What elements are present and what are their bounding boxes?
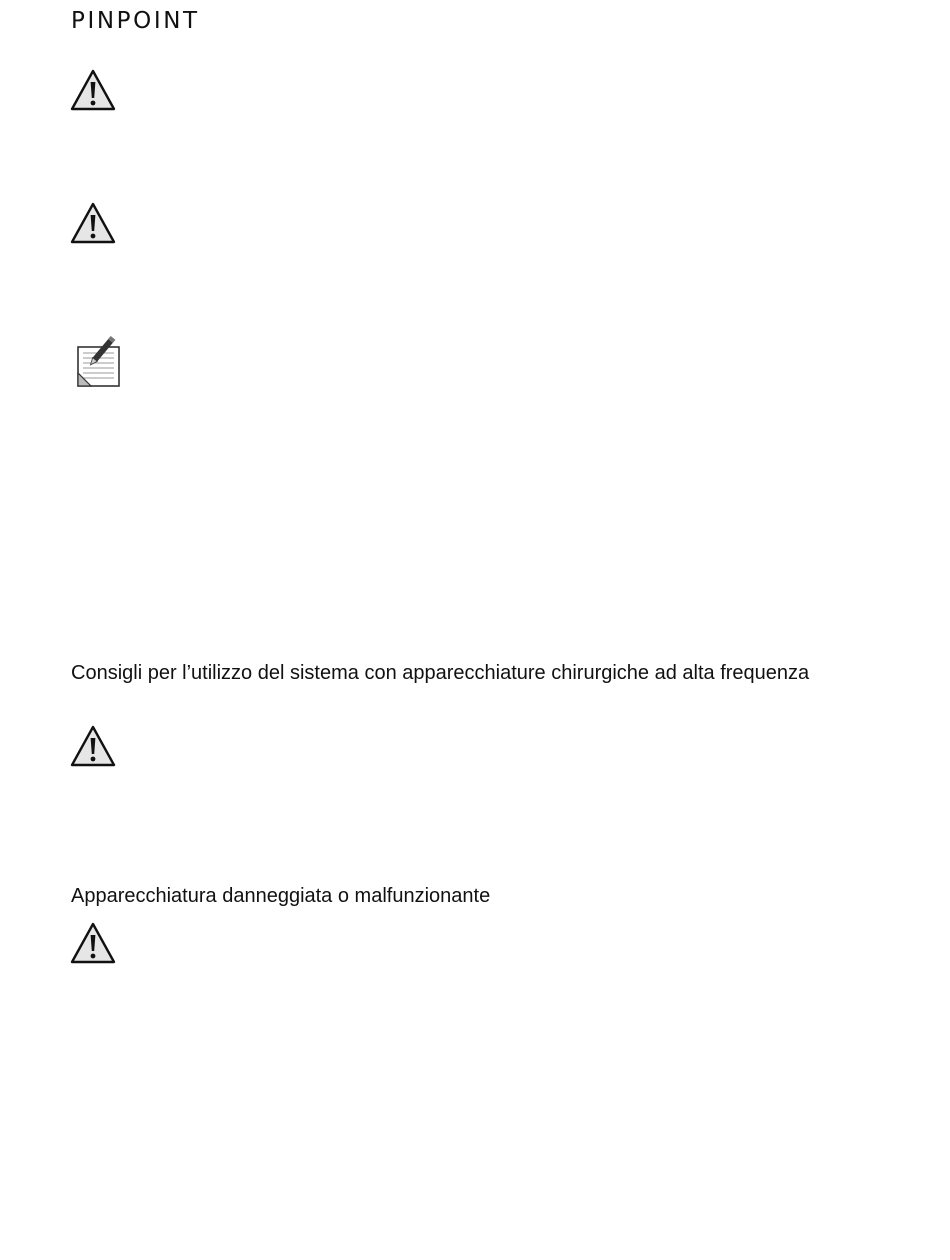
warning-triangle-icon xyxy=(70,202,116,244)
section-heading-damaged-equipment: Apparecchiatura danneggiata o malfunzionante xyxy=(71,885,491,907)
warning-triangle-icon xyxy=(70,922,116,964)
section-heading-hf-equipment: Consigli per l’utilizzo del sistema con apparecchiature chirurgiche ad alta frequenza xyxy=(71,662,810,684)
logo-text: PINPOINT xyxy=(71,8,200,34)
warning-triangle-icon xyxy=(70,69,116,111)
brand-logo xyxy=(71,8,200,34)
warning-triangle-icon xyxy=(70,725,116,767)
note-pencil-icon xyxy=(76,335,130,389)
